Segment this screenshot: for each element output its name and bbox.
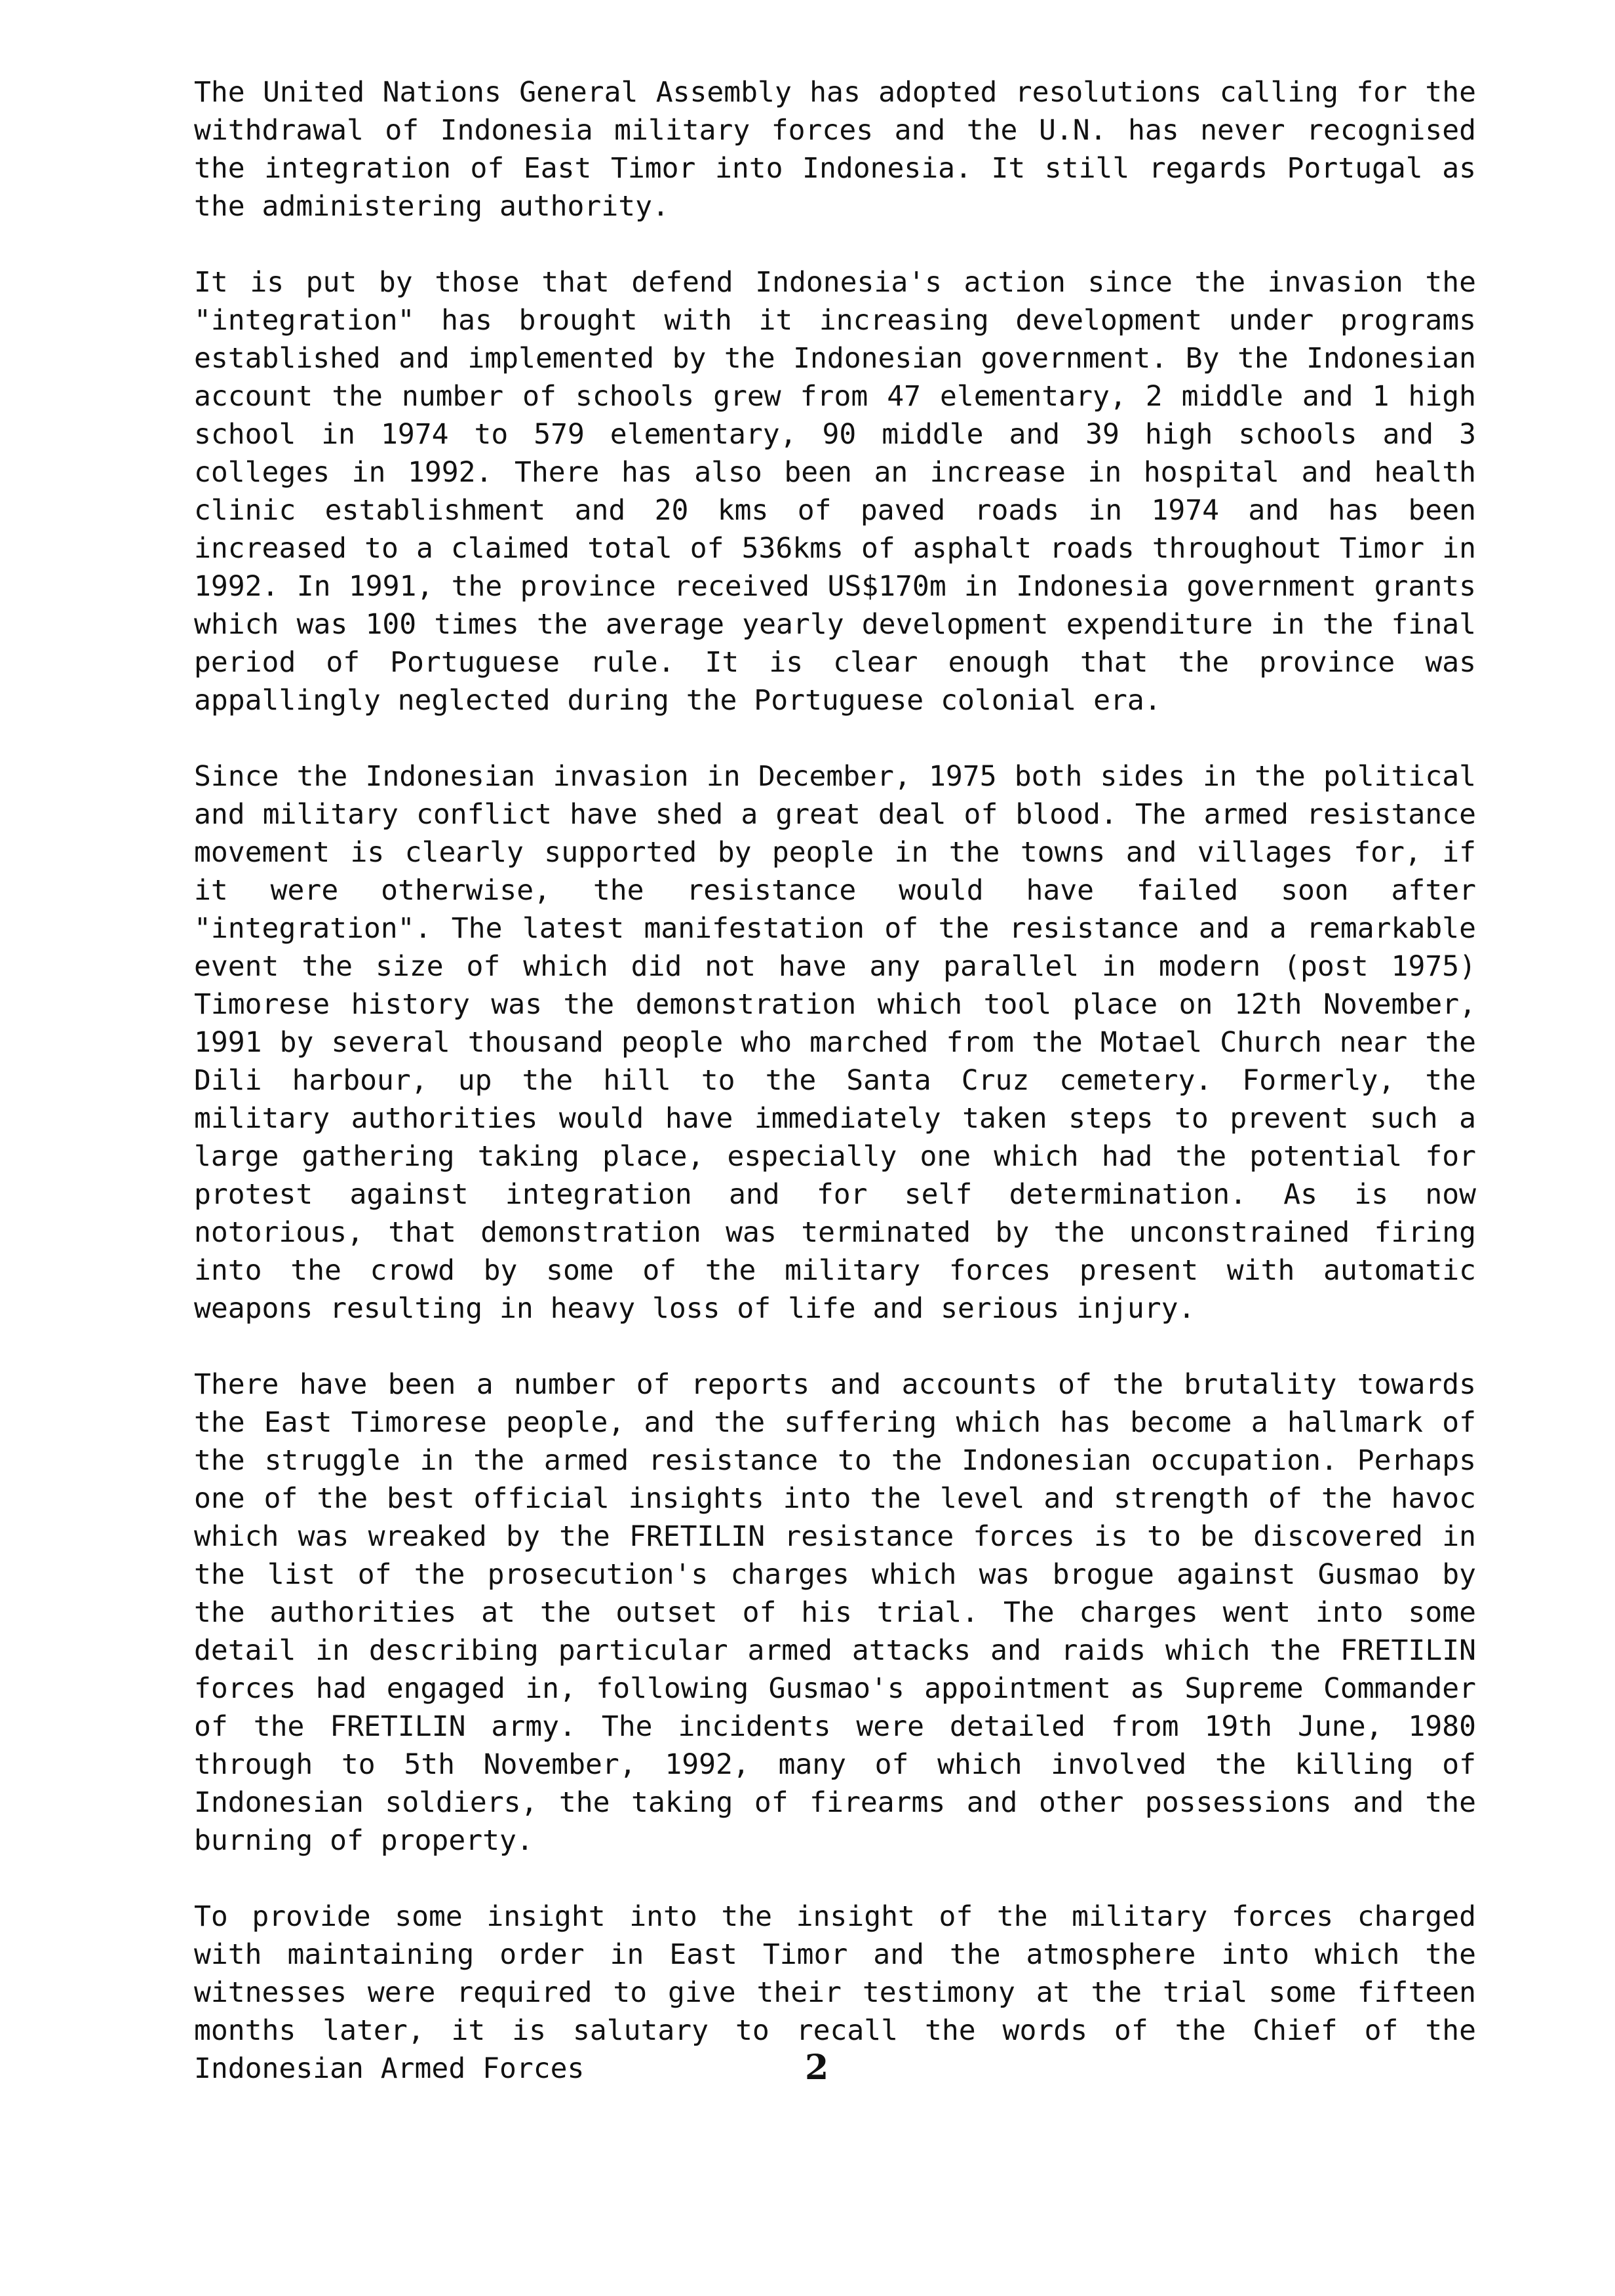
body-text	[194, 73, 1476, 2088]
paragraph-un-resolutions: The United Nations General Assembly has adopted resolutions calling for the withdrawal of Indonesia military forces and the U.N. has never recognised the integration of East Timor into Indonesia. It still regards Portugal as the administering authority.	[194, 76, 1476, 223]
paragraph-military-insight: To provide some insight into the insight of the military forces charged with maintaining order in East Timor and the atmosphere into which the witnesses were required to give their testimony at the trial some fifteen months later, it is salutary to recall the words of the Chief of the Indonesian Armed Forces	[194, 1900, 1476, 2085]
paragraph-brutality-charges: There have been a number of reports and accounts of the brutality towards the East Timorese people, and the suffering which has become a hallmark of the struggle in the armed resistance to the Indonesian occupation. Perhaps one of the best official insights into the level and strength of the havoc which was wreaked by the FRETILIN resistance forces is to be discovered in the list of the prosecution's charges which was brogue against Gusmao by the authorities at the outset of his trial. The charges went into some detail in describing particular armed attacks and raids which the FRETILIN forces had engaged in, following Gusmao's appointment as Supreme Commander of the FRETILIN army. The incidents were detailed from 19th June, 1980 through to 5th November, 1992, many of which involved the killing of Indonesian soldiers, the taking of firearms and other possessions and the burning of property.	[194, 1368, 1476, 1857]
page-number: 2	[805, 2048, 829, 2088]
paragraph-integration-development: It is put by those that defend Indonesia's action since the invasion the "integration" has brought with it increasing development under programs established and implemented by the Indonesian government. By the Indonesian account the number of schools grew from 47 elementary, 2 middle and 1 high school in 1974 to 579 elementary, 90 middle and 39 high schools and 3 colleges in 1992. There has also been an increase in hospital and health clinic establishment and 20 kms of paved roads in 1974 and has been increased to a claimed total of 536kms of asphalt roads throughout Timor in 1992. In 1991, the province received US$170m in Indonesia government grants which was 100 times the average yearly development expenditure in the final period of Portuguese rule. It is clear enough that the province was appallingly neglected during the Portuguese colonial era.	[194, 266, 1476, 717]
paragraph-invasion-demonstration: Since the Indonesian invasion in December, 1975 both sides in the political and military conflict have shed a great deal of blood. The armed resistance movement is clearly supported by people in the towns and villages for, if it were otherwise, the resistance would have failed soon after "integration". The latest manifestation of the resistance and a remarkable event the size of which did not have any parallel in modern (post 1975) Timorese history was the demonstration which tool place on 12th November, 1991 by several thousand people who marched from the Motael Church near the Dili harbour, up the hill to the Santa Cruz cemetery. Formerly, the military authorities would have immediately taken steps to prevent such a large gathering taking place, especially one which had the potential for protest against integration and for self determination. As is now notorious, that demonstration was terminated by the unconstrained firing into the crowd by some of the military forces present with automatic weapons resulting in heavy loss of life and serious injury.	[194, 760, 1476, 1325]
